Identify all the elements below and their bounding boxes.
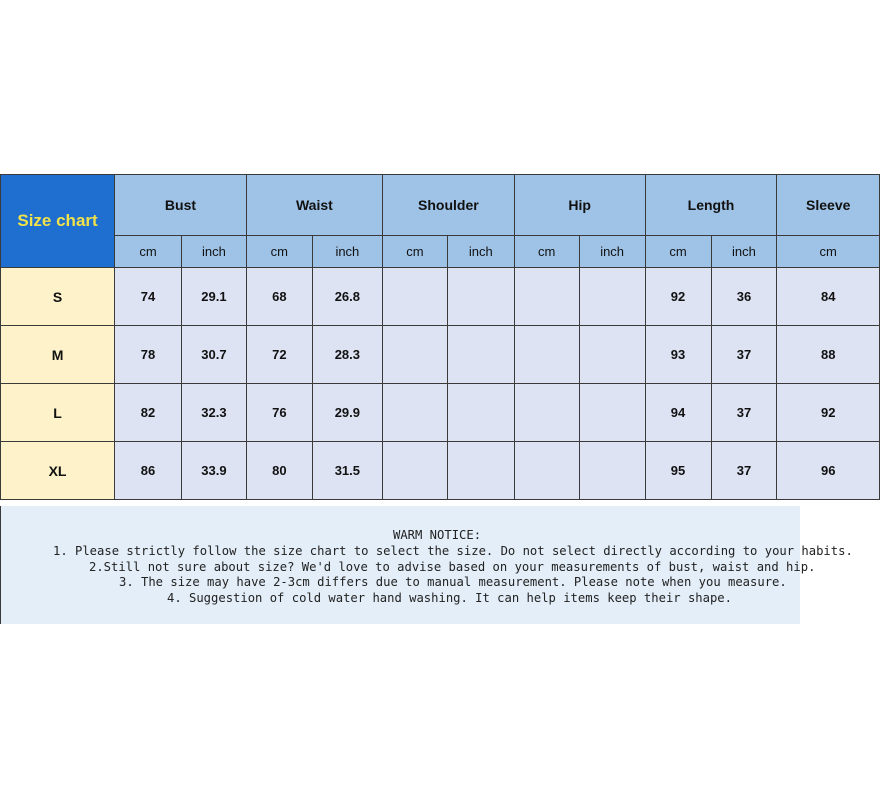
table-cell (514, 268, 579, 326)
table-cell: 32.3 (182, 384, 247, 442)
table-cell (579, 384, 645, 442)
group-header-shoulder: Shoulder (382, 175, 514, 236)
table-cell: 74 (115, 268, 182, 326)
table-cell: 33.9 (182, 442, 247, 500)
table-row (1, 268, 880, 326)
table-cell (447, 384, 514, 442)
table-cell: 94 (645, 384, 711, 442)
table-row (1, 384, 880, 442)
group-header-bust: Bust (115, 175, 247, 236)
unit-header: cm (115, 236, 182, 268)
table-cell (514, 384, 579, 442)
table-cell: 92 (645, 268, 711, 326)
group-header-waist: Waist (246, 175, 382, 236)
table-cell: 36 (711, 268, 777, 326)
table-cell: 37 (711, 326, 777, 384)
size-chart-table (0, 174, 880, 500)
table-cell: 92 (777, 384, 880, 442)
size-label: S (1, 268, 115, 326)
unit-header: inch (447, 236, 514, 268)
table-cell (382, 384, 447, 442)
table-cell (579, 268, 645, 326)
size-chart-title: Size chart (1, 175, 115, 268)
table-cell: 84 (777, 268, 880, 326)
table-cell (382, 326, 447, 384)
size-label: L (1, 384, 115, 442)
table-cell: 86 (115, 442, 182, 500)
table-cell: 80 (246, 442, 312, 500)
notice-title: WARM NOTICE: (393, 528, 482, 542)
group-header-length: Length (645, 175, 777, 236)
table-row (1, 326, 880, 384)
unit-header: inch (711, 236, 777, 268)
notice-line: 2.Still not sure about size? We'd love to advise based on your measurements of bust, waist and hip. (89, 560, 816, 574)
table-cell: 72 (246, 326, 312, 384)
table-cell (579, 326, 645, 384)
table-cell: 26.8 (312, 268, 382, 326)
table-cell: 96 (777, 442, 880, 500)
table-cell (447, 326, 514, 384)
table-cell (382, 268, 447, 326)
group-header-sleeve: Sleeve (777, 175, 880, 236)
unit-header: inch (312, 236, 382, 268)
unit-header: inch (579, 236, 645, 268)
table-cell: 31.5 (312, 442, 382, 500)
table-cell: 82 (115, 384, 182, 442)
warm-notice (0, 506, 853, 624)
table-cell: 28.3 (312, 326, 382, 384)
table-cell (579, 442, 645, 500)
table-cell: 88 (777, 326, 880, 384)
size-label: M (1, 326, 115, 384)
size-label: XL (1, 442, 115, 500)
unit-header: cm (382, 236, 447, 268)
notice-line: 3. The size may have 2-3cm differs due to manual measurement. Please note when you measure. (119, 575, 787, 589)
unit-header: cm (777, 236, 880, 268)
table-cell: 30.7 (182, 326, 247, 384)
unit-header: inch (182, 236, 247, 268)
table-cell: 37 (711, 442, 777, 500)
header-row-units (1, 236, 880, 268)
notice-line: 4. Suggestion of cold water hand washing. It can help items keep their shape. (167, 591, 732, 605)
table-cell: 68 (246, 268, 312, 326)
group-header-hip: Hip (514, 175, 645, 236)
table-cell: 76 (246, 384, 312, 442)
notice-line: 1. Please strictly follow the size chart to select the size. Do not select directly according to your habits. (53, 544, 853, 558)
table-cell: 93 (645, 326, 711, 384)
table-cell (514, 442, 579, 500)
unit-header: cm (246, 236, 312, 268)
table-cell: 37 (711, 384, 777, 442)
table-row (1, 442, 880, 500)
table-cell (447, 268, 514, 326)
unit-header: cm (514, 236, 579, 268)
header-row-groups (1, 175, 880, 236)
table-cell: 29.1 (182, 268, 247, 326)
table-cell (447, 442, 514, 500)
table-cell (514, 326, 579, 384)
table-cell: 78 (115, 326, 182, 384)
table-cell: 29.9 (312, 384, 382, 442)
unit-header: cm (645, 236, 711, 268)
table-cell: 95 (645, 442, 711, 500)
table-cell (382, 442, 447, 500)
